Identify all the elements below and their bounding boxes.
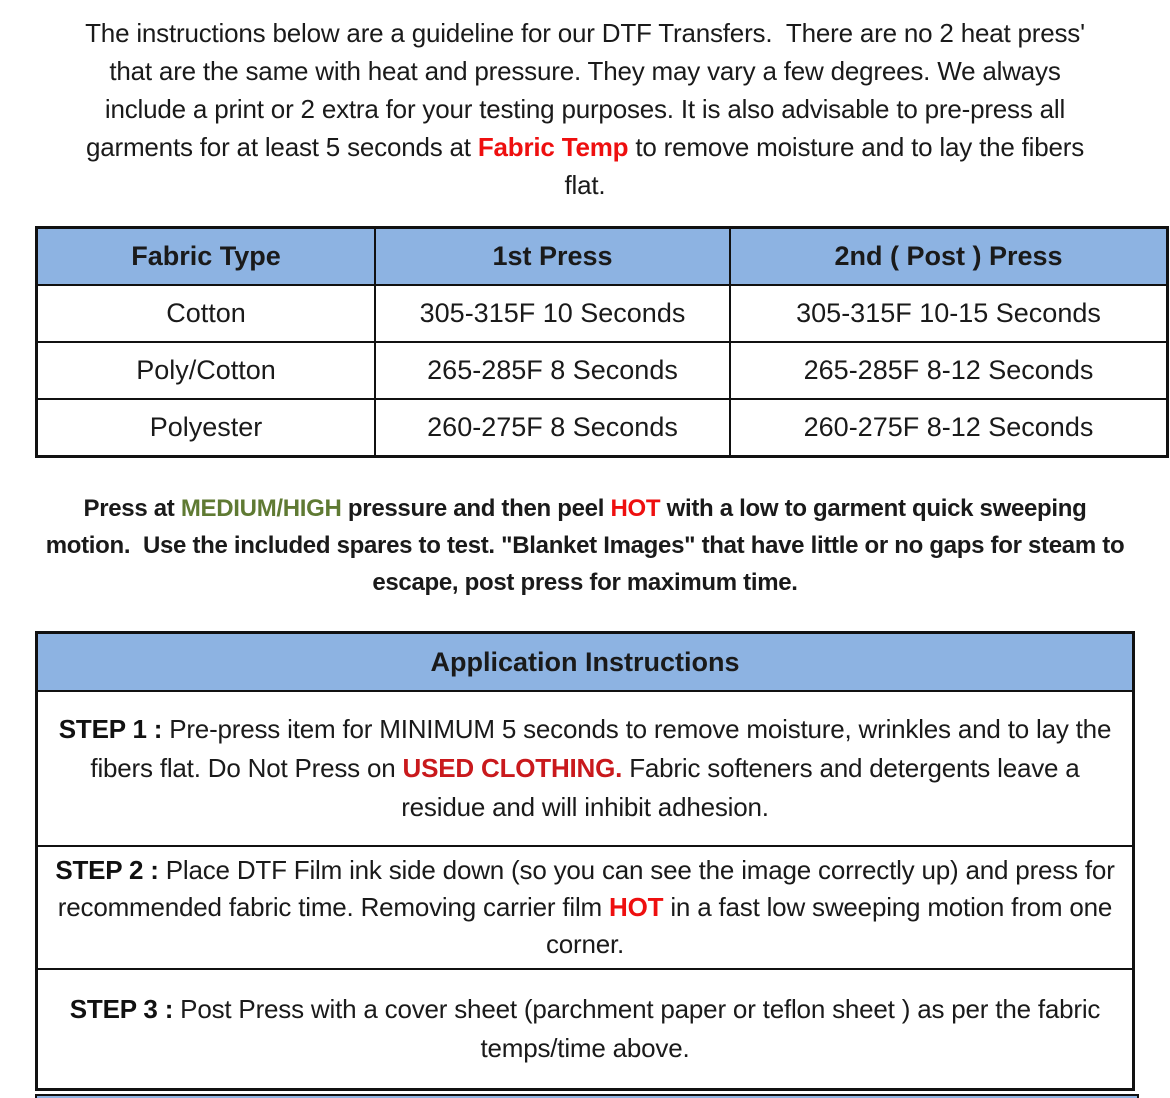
step-1-text-1: Pre-press item for MINIMUM 5 seconds to remove moisture, wrinkles and to lay the fibers flat. Do Not Press on (90, 714, 1119, 783)
table-row-poly-cotton (37, 342, 1168, 399)
step-3-row (37, 969, 1134, 1090)
note-text-3: with a low to garment quick sweeping motion. Use the included spares to test. "Blanket Images" that have little or no gaps for steam to escape, post press for maximum time. (45, 495, 1131, 596)
step-3-label: STEP 3 : (69, 994, 174, 1024)
cell-polyester-type: Polyester (37, 399, 376, 457)
step-1-label: STEP 1 : (58, 714, 163, 744)
cell-polycotton-press1: 265-285F 8 Seconds (375, 342, 730, 399)
fabric-table-header-row (37, 228, 1168, 286)
cell-polycotton-type: Poly/Cotton (37, 342, 376, 399)
cell-cotton-press2: 305-315F 10-15 Seconds (730, 285, 1168, 342)
step-2-label: STEP 2 : (55, 855, 159, 885)
note-text-2: pressure and then peel (341, 495, 611, 522)
step-2-cell (37, 846, 1134, 969)
medium-high-highlight: MEDIUM/HIGH (180, 495, 342, 522)
step-3-text-1: Post Press with a cover sheet (parchment paper or teflon sheet ) as per the fabric temps/time above. (173, 994, 1108, 1063)
step-3-cell (37, 969, 1134, 1090)
intro-text-2: to remove moisture and to lay the fibers flat. (564, 132, 1092, 200)
hot-highlight-step2: HOT (609, 892, 664, 922)
intro-paragraph (85, 14, 1092, 204)
header-2nd-post-press: 2nd ( Post ) Press (730, 228, 1168, 286)
fabric-temp-highlight: Fabric Temp (477, 132, 629, 162)
step-1-row (37, 691, 1134, 846)
fabric-press-table (35, 226, 1169, 458)
table-row-polyester (37, 399, 1168, 457)
application-instructions-table (35, 631, 1135, 1091)
pressure-note-paragraph (45, 490, 1131, 601)
step-1-text-2: Fabric softeners and detergents leave a residue and will inhibit adhesion. (401, 753, 1087, 822)
table-row-cotton (37, 285, 1168, 342)
cell-cotton-type: Cotton (37, 285, 376, 342)
cell-cotton-press1: 305-315F 10 Seconds (375, 285, 730, 342)
cell-polycotton-press2: 265-285F 8-12 Seconds (730, 342, 1168, 399)
cell-polyester-press2: 260-275F 8-12 Seconds (730, 399, 1168, 457)
used-clothing-highlight: USED CLOTHING. (402, 753, 623, 783)
cell-polyester-press1: 260-275F 8 Seconds (375, 399, 730, 457)
step-2-text-1: Place DTF Film ink side down (so you can see the image correctly up) and press for recommended fabric time. Removing carrier film (57, 855, 1122, 922)
step-2-row (37, 846, 1134, 969)
cropped-next-table-header-strip (35, 1094, 1139, 1098)
note-text-1: Press at (83, 495, 181, 522)
hot-highlight: HOT (610, 495, 661, 522)
header-fabric-type: Fabric Type (37, 228, 376, 286)
application-instructions-title: Application Instructions (37, 633, 1134, 692)
step-2-text-2: in a fast low sweeping motion from one corner. (545, 892, 1120, 959)
intro-text-1: The instructions below are a guideline for our DTF Transfers. There are no 2 heat press' that are the same with heat and pressure. They may vary a few degrees. We always include a print or 2 extra for your testing purposes. It is also advisable to pre-press all garments for at least 5 seconds at (85, 18, 1092, 162)
application-header-row (37, 633, 1134, 692)
step-1-cell (37, 691, 1134, 846)
header-1st-press: 1st Press (375, 228, 730, 286)
